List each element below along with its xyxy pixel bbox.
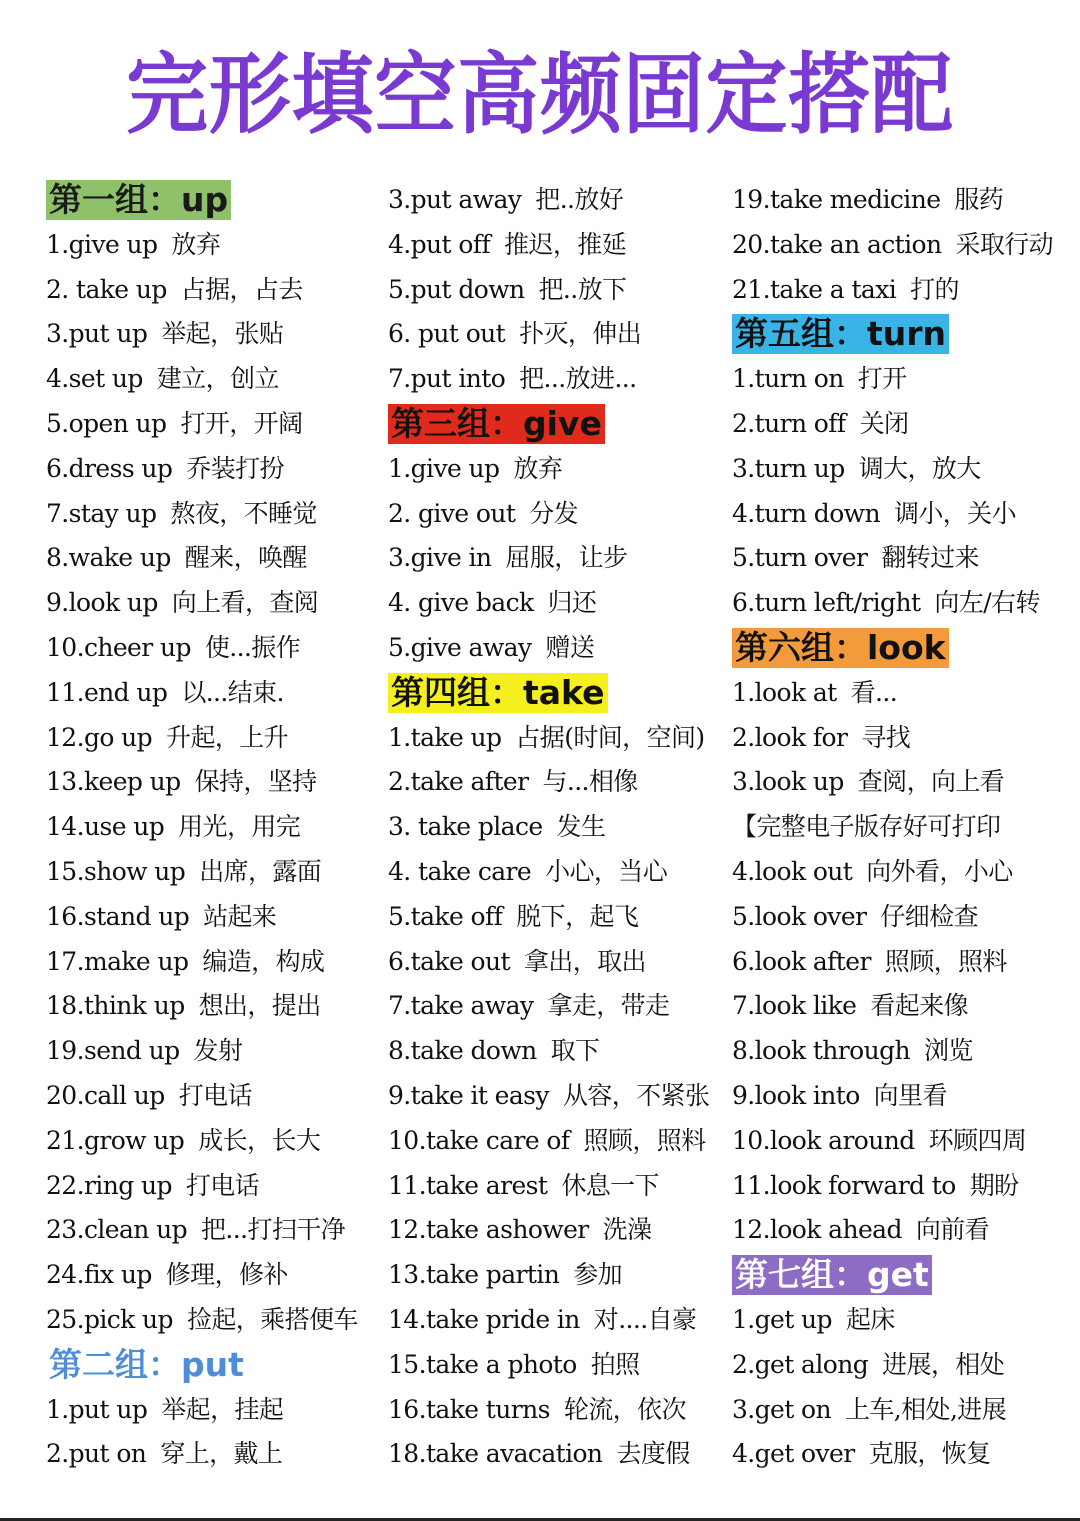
phrase-item <box>732 357 1080 402</box>
phrase-english: 2.turn off <box>732 408 846 438</box>
phrase-item <box>388 1343 738 1388</box>
phrase-english: 25.pick up <box>46 1304 173 1334</box>
group-heading-get: 第七组：get <box>732 1255 932 1295</box>
phrase-chinese: 采取行动 <box>955 229 1054 259</box>
phrase-chinese: 打开 <box>857 364 907 394</box>
phrase-english: 3.turn up <box>732 453 845 483</box>
phrase-english: 5.look over <box>732 901 867 931</box>
phrase-english: 11.take arest <box>388 1170 548 1200</box>
phrase-chinese: 与...相像 <box>542 767 638 797</box>
phrase-item <box>388 1432 738 1477</box>
phrase-chinese: 把..放好 <box>535 185 624 214</box>
group-heading-row <box>46 1343 396 1388</box>
phrase-item <box>732 536 1080 581</box>
phrase-english: 20.call up <box>46 1080 165 1110</box>
phrase-chinese: 查阅，向上看 <box>857 767 1005 797</box>
phrase-english: 23.clean up <box>46 1215 188 1245</box>
phrase-chinese: 对....自豪 <box>593 1304 697 1334</box>
phrase-chinese: 扑灭，伸出 <box>519 319 642 349</box>
phrase-item <box>46 1074 396 1119</box>
group-heading-row <box>732 626 1080 671</box>
phrase-english: 2. take up <box>46 274 167 304</box>
phrase-chinese: 轮流，依次 <box>563 1394 686 1424</box>
phrase-chinese: 熬夜，不睡觉 <box>170 498 317 528</box>
phrase-english: 1.give up <box>388 453 500 483</box>
phrase-english: 14.take pride in <box>388 1304 580 1334</box>
phrase-chinese: 把..放下 <box>538 274 627 304</box>
phrase-english: 10.take care of <box>388 1125 570 1155</box>
phrase-chinese: 调小，关小 <box>893 498 1016 528</box>
phrase-item <box>46 984 396 1029</box>
phrase-chinese: 举起，挂起 <box>161 1394 284 1424</box>
phrase-english: 13.take partin <box>388 1260 560 1290</box>
phrase-english: 6.turn left/right <box>732 588 921 618</box>
phrase-chinese: 赠送 <box>545 632 595 662</box>
phrase-english: 3.look up <box>732 767 844 797</box>
phrase-chinese: 浏览 <box>924 1036 973 1066</box>
phrase-item <box>46 1253 396 1298</box>
phrase-english: 7.stay up <box>46 498 157 528</box>
phrase-english: 4.look out <box>732 856 853 886</box>
phrase-item <box>388 940 738 985</box>
phrase-english: 5.give away <box>388 632 532 662</box>
group-heading-take: 第四组：take <box>388 673 608 713</box>
phrase-english: 22.ring up <box>46 1170 172 1200</box>
phrase-item <box>388 1074 738 1119</box>
phrase-chinese: 照顾，照料 <box>583 1125 706 1155</box>
phrase-chinese: 服药 <box>954 185 1004 214</box>
phrase-english: 21.grow up <box>46 1125 185 1155</box>
phrase-english: 2.look for <box>732 722 848 752</box>
phrase-chinese: 乔装打扮 <box>186 453 284 483</box>
column-3 <box>732 178 1080 1477</box>
phrase-item <box>388 1208 738 1253</box>
phrase-item <box>732 1164 1080 1209</box>
phrase-item <box>732 1074 1080 1119</box>
phrase-english: 4.get over <box>732 1439 855 1469</box>
phrase-item <box>388 536 738 581</box>
phrase-item <box>388 312 738 357</box>
phrase-chinese: 仔细检查 <box>880 901 978 931</box>
phrase-item <box>388 447 738 492</box>
phrase-english: 3.get on <box>732 1394 831 1424</box>
phrase-english: 1.turn on <box>732 364 844 394</box>
phrase-item <box>46 1298 396 1343</box>
phrase-english: 14.use up <box>46 812 165 842</box>
phrase-english: 18.think up <box>46 991 185 1021</box>
phrase-chinese: 发射 <box>193 1036 243 1066</box>
phrase-english: 4.set up <box>46 364 143 394</box>
phrase-english: 19.send up <box>46 1036 180 1066</box>
phrase-item <box>46 447 396 492</box>
phrase-item <box>388 760 738 805</box>
phrase-english: 5.put down <box>388 274 525 304</box>
phrase-chinese: 向里看 <box>873 1080 947 1110</box>
phrase-english: 3.put up <box>46 319 148 349</box>
phrase-chinese: 向上看，查阅 <box>171 588 319 618</box>
phrase-english: 7.put into <box>388 364 506 394</box>
phrase-english: 11.look forward to <box>732 1170 956 1200</box>
phrase-english: 20.take an action <box>732 229 942 259</box>
phrase-item <box>388 178 738 223</box>
phrase-english: 3.put away <box>388 185 522 214</box>
phrase-english: 9.take it easy <box>388 1080 549 1110</box>
phrase-english: 21.take a taxi <box>732 274 897 304</box>
phrase-english: 3. take place <box>388 812 543 842</box>
phrase-chinese: 拍照 <box>590 1349 640 1379</box>
phrase-chinese: 拿出，取出 <box>523 946 646 976</box>
phrase-chinese: 向左/右转 <box>934 588 1040 618</box>
group-heading-put: 第二组：put <box>49 1344 244 1384</box>
group-heading-look: 第六组：look <box>732 628 949 668</box>
phrase-chinese: 向外看，小心 <box>866 856 1013 886</box>
phrase-item <box>732 671 1080 716</box>
phrase-chinese: 脱下，起飞 <box>516 901 639 931</box>
phrase-english: 1.put up <box>46 1394 148 1424</box>
group-heading-turn: 第五组：turn <box>732 314 949 354</box>
phrase-chinese: 修理，修补 <box>165 1260 288 1290</box>
phrase-item <box>732 1298 1080 1343</box>
phrase-chinese: 放弃 <box>171 229 221 259</box>
phrase-chinese: 翻转过来 <box>881 543 979 573</box>
phrase-english: 1.take up <box>388 722 502 752</box>
phrase-english: 10.look around <box>732 1125 915 1155</box>
phrase-item <box>46 223 396 268</box>
phrase-item <box>732 1208 1080 1253</box>
phrase-english: 18.take avacation <box>388 1439 603 1469</box>
phrase-chinese: 成长，长大 <box>198 1125 321 1155</box>
phrase-item <box>732 581 1080 626</box>
phrase-chinese: 休息一下 <box>561 1170 659 1200</box>
phrase-english: 19.take medicine <box>732 185 941 214</box>
group-heading-give: 第三组：give <box>388 404 605 444</box>
phrase-chinese: 穿上，戴上 <box>160 1439 283 1469</box>
phrase-item <box>732 178 1080 223</box>
phrase-item <box>388 1253 738 1298</box>
phrase-english: 5.open up <box>46 408 167 438</box>
phrase-chinese: 向前看 <box>915 1215 990 1245</box>
phrase-english: 12.look ahead <box>732 1215 902 1245</box>
phrase-chinese: 打电话 <box>178 1080 252 1110</box>
phrase-english: 12.go up <box>46 722 153 752</box>
phrase-chinese: 克服，恢复 <box>868 1439 991 1469</box>
phrase-item <box>46 357 396 402</box>
phrase-english: 13.keep up <box>46 767 181 797</box>
group-heading-row <box>46 178 396 223</box>
phrase-chinese: 取下 <box>550 1036 600 1066</box>
phrase-chinese: 以...结束. <box>181 677 284 707</box>
phrase-item <box>388 1029 738 1074</box>
phrase-item <box>388 805 738 850</box>
phrase-chinese: 醒来，唤醒 <box>184 543 307 573</box>
phrase-item <box>732 984 1080 1029</box>
phrase-chinese: 编造，构成 <box>202 946 325 976</box>
phrase-english: 6.dress up <box>46 453 173 483</box>
phrase-chinese: 上车,相处,进展 <box>845 1394 1007 1424</box>
phrase-item <box>732 850 1080 895</box>
phrase-item <box>46 671 396 716</box>
phrase-english: 24.fix up <box>46 1260 152 1290</box>
phrase-chinese: 放弃 <box>513 453 563 483</box>
phrase-chinese: 参加 <box>573 1260 623 1290</box>
phrase-chinese: 寻找 <box>861 722 911 752</box>
phrase-chinese: 想出，提出 <box>198 991 321 1021</box>
phrase-english: 2.take after <box>388 767 529 797</box>
phrase-chinese: 把...打扫干净 <box>201 1215 346 1245</box>
phrase-item <box>732 895 1080 940</box>
phrase-english: 7.look like <box>732 991 857 1021</box>
phrase-english: 9.look into <box>732 1080 860 1110</box>
phrase-item <box>388 223 738 268</box>
phrase-english: 8.look through <box>732 1036 911 1066</box>
phrase-chinese: 期盼 <box>969 1170 1019 1200</box>
phrase-item <box>46 940 396 985</box>
group-heading-row <box>732 1253 1080 1298</box>
phrase-item <box>46 312 396 357</box>
phrase-item <box>46 1388 396 1433</box>
phrase-english: 8.wake up <box>46 543 171 573</box>
phrase-item <box>46 626 396 671</box>
phrase-english: 9.look up <box>46 588 158 618</box>
phrase-chinese: 关闭 <box>859 408 909 438</box>
phrase-item <box>732 1388 1080 1433</box>
phrase-english: 10.cheer up <box>46 632 191 662</box>
phrase-item <box>732 805 1080 850</box>
phrase-english: 5.take off <box>388 901 503 931</box>
phrase-english: 17.make up <box>46 946 189 976</box>
phrase-english: 2.put on <box>46 1439 147 1469</box>
group-heading-row <box>388 402 738 447</box>
phrase-chinese: 发生 <box>556 812 606 842</box>
phrase-chinese: 照顾，照料 <box>884 946 1007 976</box>
phrase-item <box>388 581 738 626</box>
phrase-item <box>46 895 396 940</box>
phrase-chinese: 推迟，推延 <box>504 229 627 259</box>
phrase-chinese: 去度假 <box>616 1439 690 1469</box>
phrase-item <box>732 402 1080 447</box>
phrase-item <box>46 1208 396 1253</box>
phrase-chinese: 举起，张贴 <box>161 319 284 349</box>
phrase-english: 6.take out <box>388 946 510 976</box>
phrase-english: 12.take ashower <box>388 1215 589 1245</box>
phrase-chinese: 归还 <box>547 588 597 618</box>
phrase-item <box>388 716 738 761</box>
phrase-english: 4.put off <box>388 229 491 259</box>
phrase-item <box>732 268 1080 313</box>
phrase-item <box>732 760 1080 805</box>
phrase-english: 11.end up <box>46 677 168 707</box>
phrase-chinese: 小心，当心 <box>545 856 668 886</box>
phrase-item <box>46 850 396 895</box>
phrase-chinese: 看起来像 <box>870 991 968 1021</box>
phrase-chinese: 用光，用完 <box>178 812 301 842</box>
page-title: 完形填空高频固定搭配 <box>126 43 954 146</box>
phrase-english: 4.turn down <box>732 498 880 528</box>
phrase-chinese: 建立，创立 <box>156 364 279 394</box>
phrase-chinese: 升起，上升 <box>166 722 289 752</box>
group-heading-row <box>732 312 1080 357</box>
phrase-chinese: 从容，不紧张 <box>562 1080 710 1110</box>
phrase-item <box>388 492 738 537</box>
column-1 <box>46 178 396 1477</box>
phrase-english: 1.look at <box>732 677 837 707</box>
phrase-item <box>388 984 738 1029</box>
phrase-chinese: 打开，开阔 <box>180 408 303 438</box>
phrase-english: 2.get along <box>732 1349 869 1379</box>
phrase-chinese: 分发 <box>529 498 579 528</box>
phrase-chinese: 看... <box>850 677 898 707</box>
phrase-item <box>388 850 738 895</box>
phrase-item <box>732 940 1080 985</box>
phrase-item <box>732 1343 1080 1388</box>
phrase-chinese: 捡起，乘搭便车 <box>186 1304 358 1334</box>
phrase-english: 6. put out <box>388 319 506 349</box>
phrase-item <box>46 1432 396 1477</box>
group-heading-up: 第一组：up <box>46 180 231 220</box>
phrase-item <box>46 581 396 626</box>
phrase-item <box>732 447 1080 492</box>
phrase-item <box>732 716 1080 761</box>
phrase-item <box>46 402 396 447</box>
phrase-english: 7.take away <box>388 991 534 1021</box>
phrase-item <box>46 760 396 805</box>
phrase-item <box>46 536 396 581</box>
phrase-chinese: 打电话 <box>185 1170 260 1200</box>
phrase-chinese: 把...放进... <box>519 364 637 394</box>
phrase-chinese: 起床 <box>845 1304 895 1334</box>
phrase-item <box>46 268 396 313</box>
phrase-item <box>46 1029 396 1074</box>
phrase-english: 1.get up <box>732 1304 832 1334</box>
phrase-chinese: 打的 <box>910 274 959 304</box>
phrase-chinese: 占据(时间，空间) <box>515 722 705 752</box>
phrase-item <box>732 1432 1080 1477</box>
phrase-chinese: 调大，放大 <box>858 453 981 483</box>
phrase-chinese: 环顾四周 <box>928 1125 1027 1155</box>
phrase-chinese: 【完整电子版存好可打印 <box>732 812 1001 842</box>
phrase-chinese: 拿走，带走 <box>547 991 670 1021</box>
phrase-english: 3.give in <box>388 543 492 573</box>
phrase-item <box>388 357 738 402</box>
phrase-chinese: 占据，占去 <box>180 274 303 304</box>
phrase-item <box>388 1164 738 1209</box>
phrase-item <box>388 1388 738 1433</box>
phrase-item <box>388 895 738 940</box>
phrase-chinese: 屈服，让步 <box>505 543 628 573</box>
phrase-item <box>388 1298 738 1343</box>
phrase-english: 15.take a photo <box>388 1349 577 1379</box>
phrase-item <box>732 492 1080 537</box>
phrase-chinese: 进展，相处 <box>882 1349 1005 1379</box>
phrase-item <box>46 1164 396 1209</box>
phrase-item <box>46 805 396 850</box>
phrase-chinese: 出席，露面 <box>199 856 322 886</box>
phrase-chinese: 洗澡 <box>602 1215 652 1245</box>
phrase-chinese: 保持，坚持 <box>194 767 317 797</box>
phrase-item <box>388 1119 738 1164</box>
phrase-english: 15.show up <box>46 856 186 886</box>
column-2 <box>388 178 738 1477</box>
phrase-english: 4. take care <box>388 856 532 886</box>
phrase-english: 4. give back <box>388 588 534 618</box>
phrase-item <box>388 268 738 313</box>
phrase-item <box>732 1029 1080 1074</box>
group-heading-row <box>388 671 738 716</box>
phrase-item <box>388 626 738 671</box>
phrase-english: 8.take down <box>388 1036 537 1066</box>
phrase-english: 2. give out <box>388 498 516 528</box>
phrase-item <box>732 1119 1080 1164</box>
phrase-english: 16.stand up <box>46 901 190 931</box>
phrase-item <box>732 223 1080 268</box>
phrase-english: 6.look after <box>732 946 871 976</box>
phrase-english: 1.give up <box>46 229 158 259</box>
phrase-chinese: 使...振作 <box>204 632 301 662</box>
phrase-english: 16.take turns <box>388 1394 550 1424</box>
phrase-item <box>46 1119 396 1164</box>
phrase-chinese: 站起来 <box>203 901 277 931</box>
phrase-english: 5.turn over <box>732 543 868 573</box>
phrase-item <box>46 492 396 537</box>
phrase-item <box>46 716 396 761</box>
